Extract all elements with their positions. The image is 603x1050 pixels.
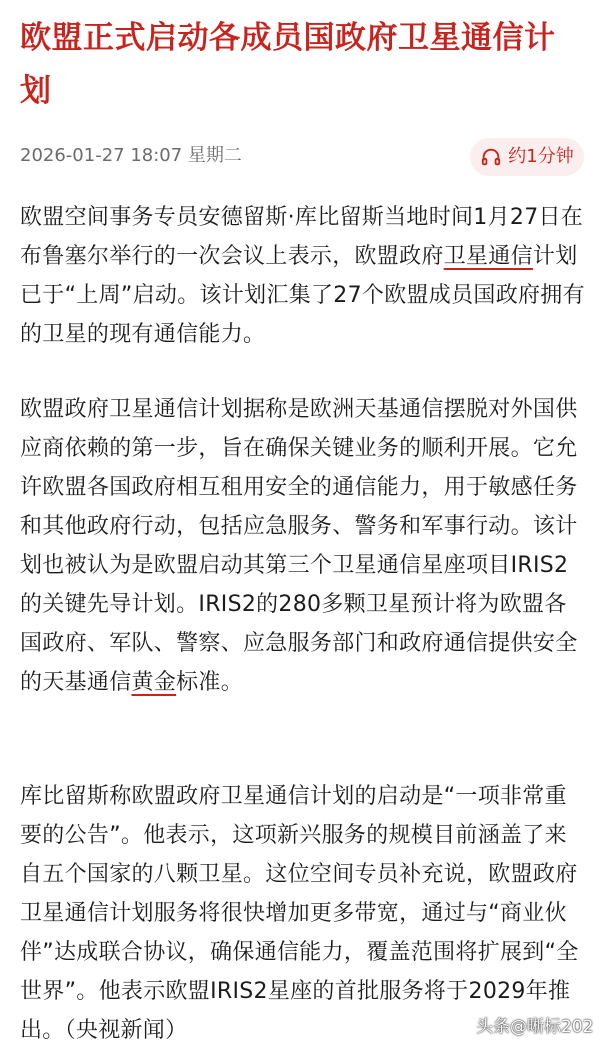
article-title: 欧盟正式启动各成员国政府卫星通信计划 <box>20 20 556 109</box>
publish-date: 2026-01-27 18:07 星期二 <box>20 145 242 166</box>
paragraph-2-text-end: 标准。 <box>176 670 244 695</box>
article-paragraph-3: 库比留斯称欧盟政府卫星通信计划的启动是“一项非常重要的公告”。他表示，这项新兴服务的规模目前涵盖了来自五个国家的八颗卫星。这位空间专员补充说，欧盟政府卫星通信计划服务将很快增加更多带宽，通过与“商业伙伴”达成联合协议，确保通信能力，覆盖范围将扩展到“全世界”。他表示欧盟IRIS2星座的首批服务将于2029年推出。（央视新闻） <box>20 784 579 1043</box>
source-watermark: 头条@晰标202 <box>476 1017 594 1037</box>
paragraph-2-text-start: 欧盟政府卫星通信计划据称是欧洲天基通信摆脱对外国供应商依赖的第一步，旨在确保关键业务的顺利开展。它允许欧盟各国政府相互租用安全的通信能力，用于敏感任务和其他政府行动，包括应急服务、警务和军事行动。该计划也被认为是欧盟启动其第三个卫星通信星座项目IRIS2的关键先导计划。IRIS2的280多颗卫星预计将为欧盟各国政府、军队、警察、应急服务部门和政府通信提供安全的天基通信 <box>20 397 578 695</box>
listen-duration-label: 约1分钟 <box>508 146 574 167</box>
paragraph-1-text-start: 欧盟空间事务专员安德留斯·库比留斯当地时间1月27日在布鲁塞尔举行的一次会议上表示，欧盟政府 <box>20 205 584 269</box>
article-paragraph-1 <box>20 198 586 354</box>
paragraph-1-text-end: 计划已于“上周”启动。该计划汇集了27个欧盟成员国政府拥有的卫星的现有通信能力。 <box>20 244 585 347</box>
listen-duration-button[interactable] <box>470 138 584 176</box>
headphones-icon <box>480 146 502 168</box>
gold-link[interactable]: 黄金 <box>131 670 177 695</box>
satellite-communication-link[interactable]: 卫星通信 <box>443 244 533 269</box>
article-paragraph-2 <box>20 390 586 702</box>
